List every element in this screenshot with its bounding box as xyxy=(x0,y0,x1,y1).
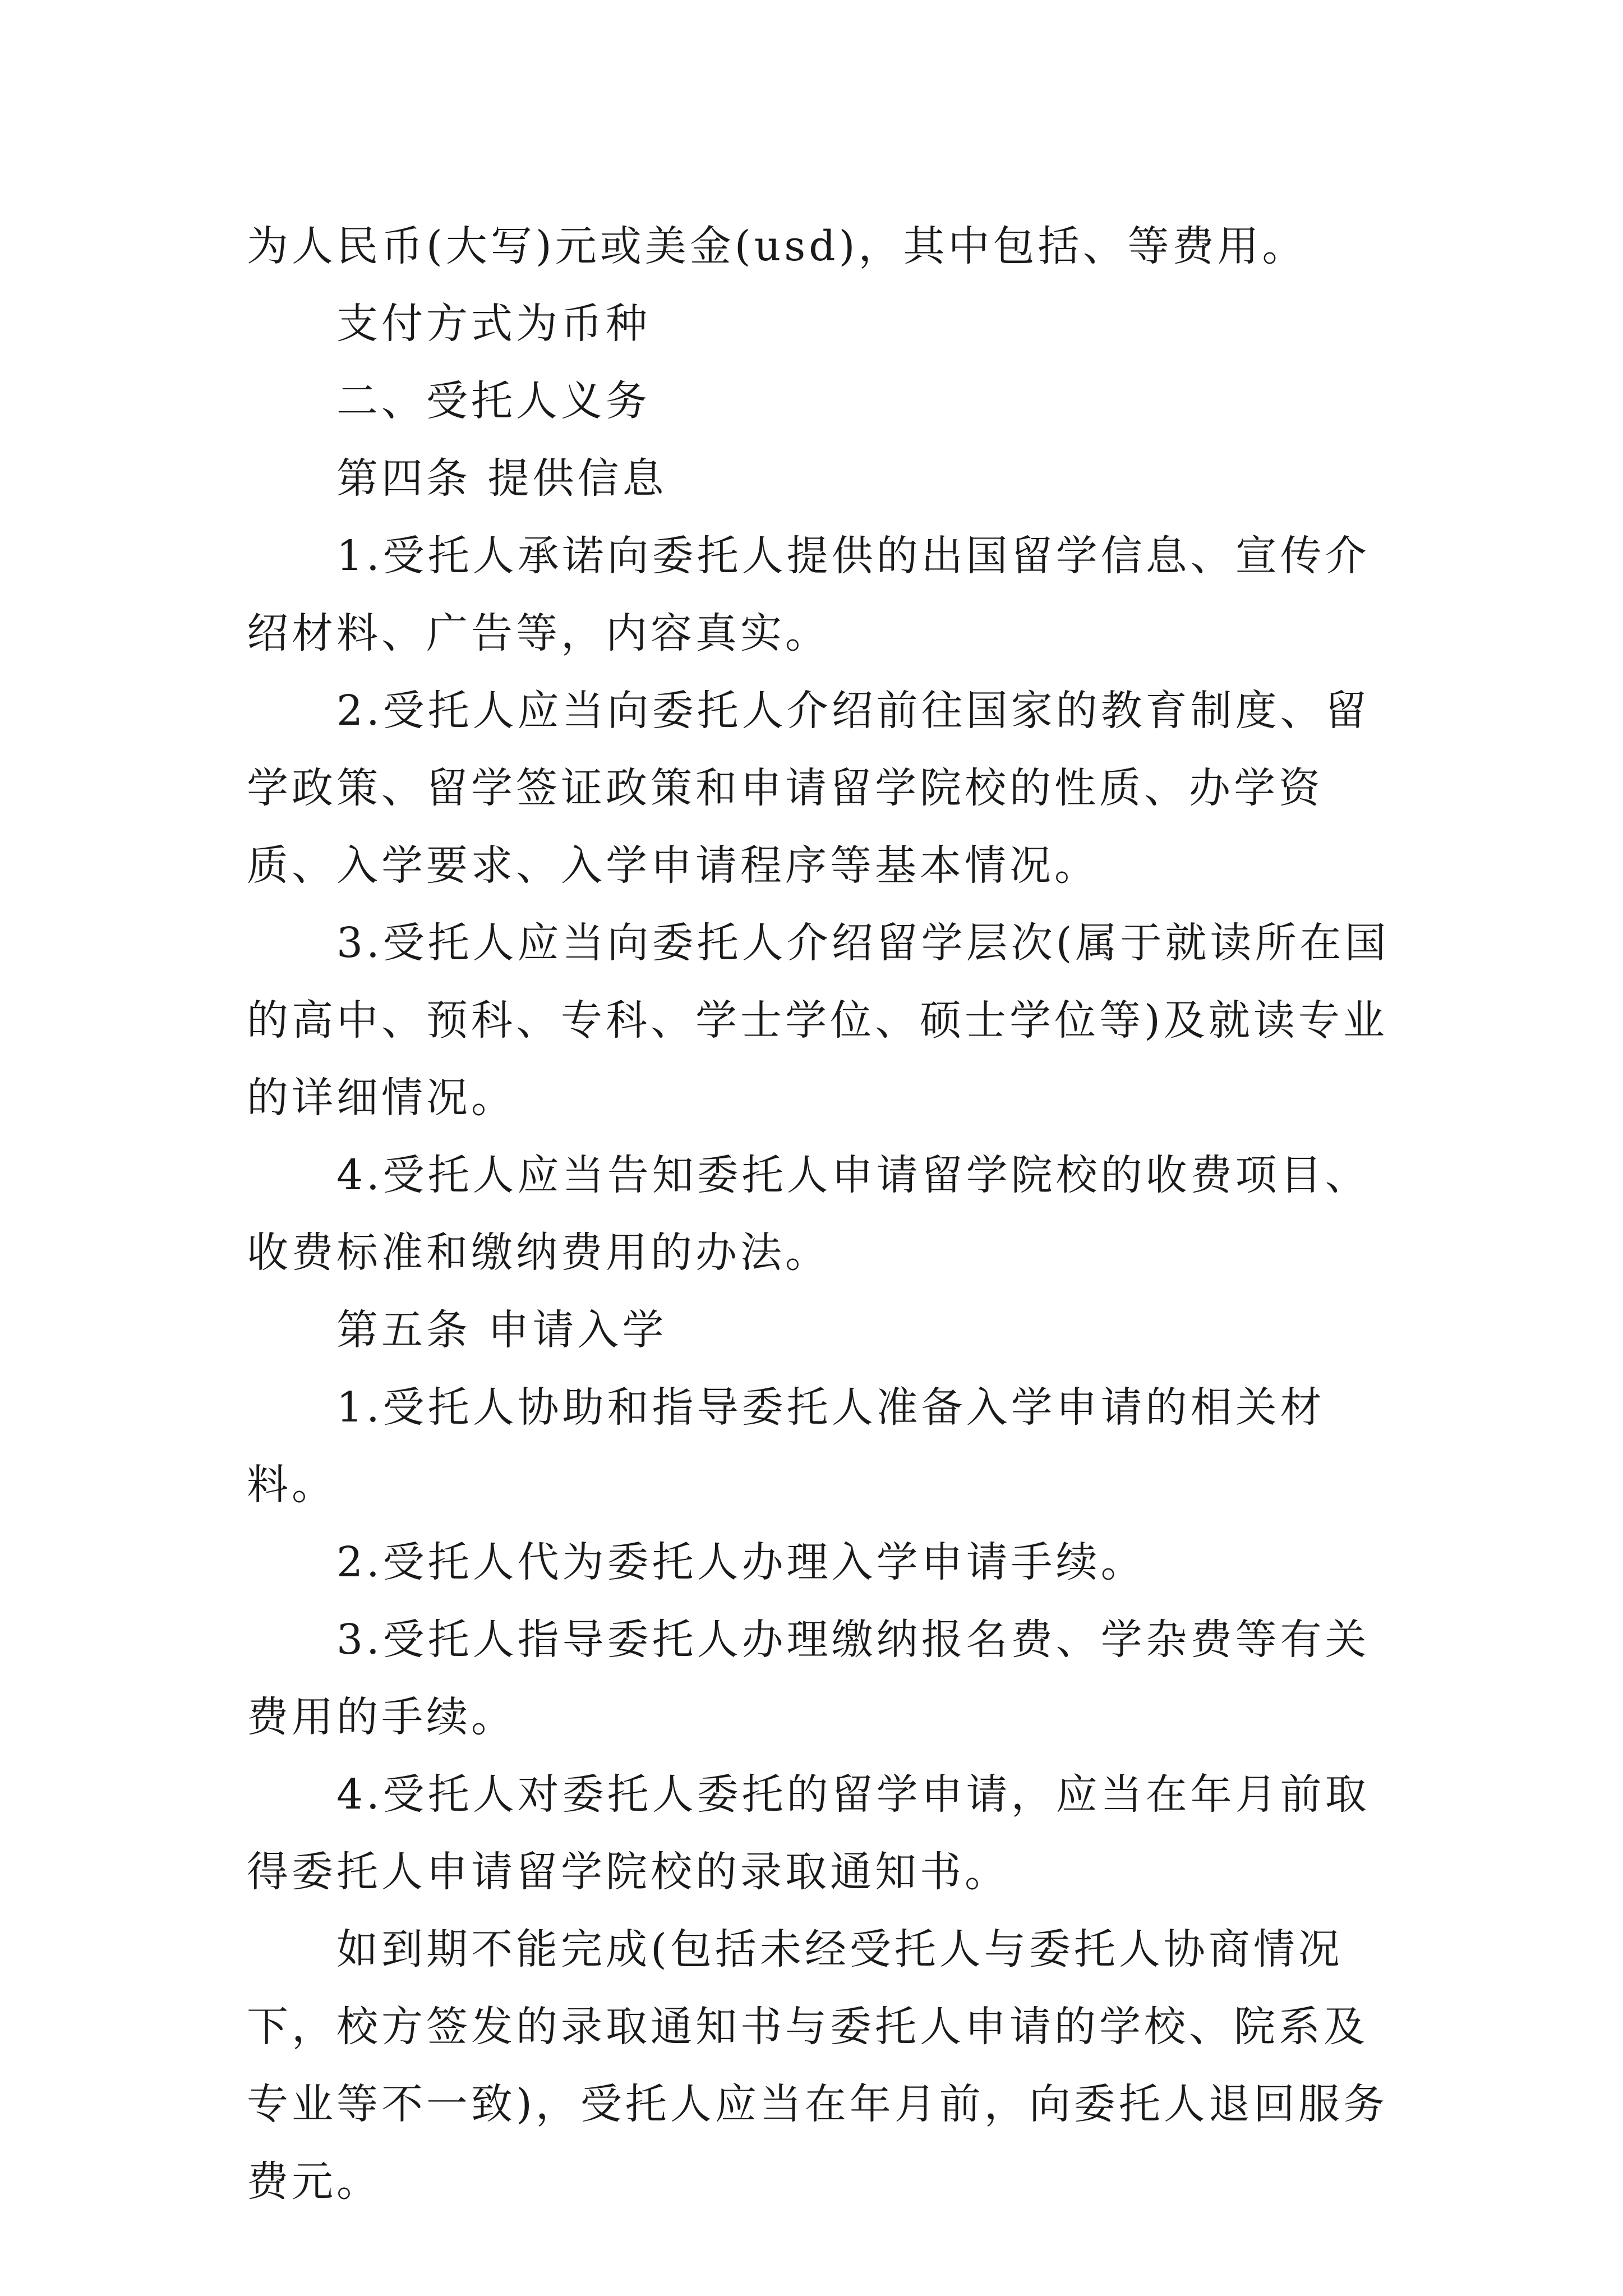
article-4-item-3: 3.受托人应当向委托人介绍留学层次(属于就读所在国的高中、预科、专科、学士学位、硕士学位等)及就读专业的详细情况。 xyxy=(247,919,1390,1122)
contract-body xyxy=(247,208,1402,2220)
article-4-item-1: 1.受托人承诺向委托人提供的出国留学信息、宣传介绍材料、广告等，内容真实。 xyxy=(247,532,1370,657)
article-4-item-4: 4.受托人应当告知委托人申请留学院校的收费项目、收费标准和缴纳费用的办法。 xyxy=(247,1151,1370,1277)
article-heading-5: 第五条 申请入学 xyxy=(336,1306,667,1354)
article-5-item-3: 3.受托人指导委托人办理缴纳报名费、学杂费等有关费用的手续。 xyxy=(247,1616,1370,1741)
paragraph-payment-method: 支付方式为币种 xyxy=(336,300,651,348)
section-heading-trustee-duties: 二、受托人义务 xyxy=(336,377,651,425)
paragraph-fee-amount: 为人民币(大写)元或美金(usd)，其中包括、等费用。 xyxy=(247,222,1307,270)
article-5-item-2: 2.受托人代为委托人办理入学申请手续。 xyxy=(336,1538,1146,1586)
article-heading-4: 第四条 提供信息 xyxy=(336,454,667,503)
article-5-item-4: 4.受托人对委托人委托的留学申请，应当在年月前取得委托人申请留学院校的录取通知书。 xyxy=(247,1770,1370,1896)
article-4-item-2: 2.受托人应当向委托人介绍前往国家的教育制度、留学政策、留学签证政策和申请留学院校的性质、办学资质、入学要求、入学申请程序等基本情况。 xyxy=(247,687,1370,890)
article-5-refund-clause: 如到期不能完成(包括未经受托人与委托人协商情况下，校方签发的录取通知书与委托人申请的学校、院系及专业等不一致)，受托人应当在年月前，向委托人退回服务费元。 xyxy=(247,1925,1388,2206)
article-5-item-1: 1.受托人协助和指导委托人准备入学申请的相关材料。 xyxy=(247,1383,1325,1509)
